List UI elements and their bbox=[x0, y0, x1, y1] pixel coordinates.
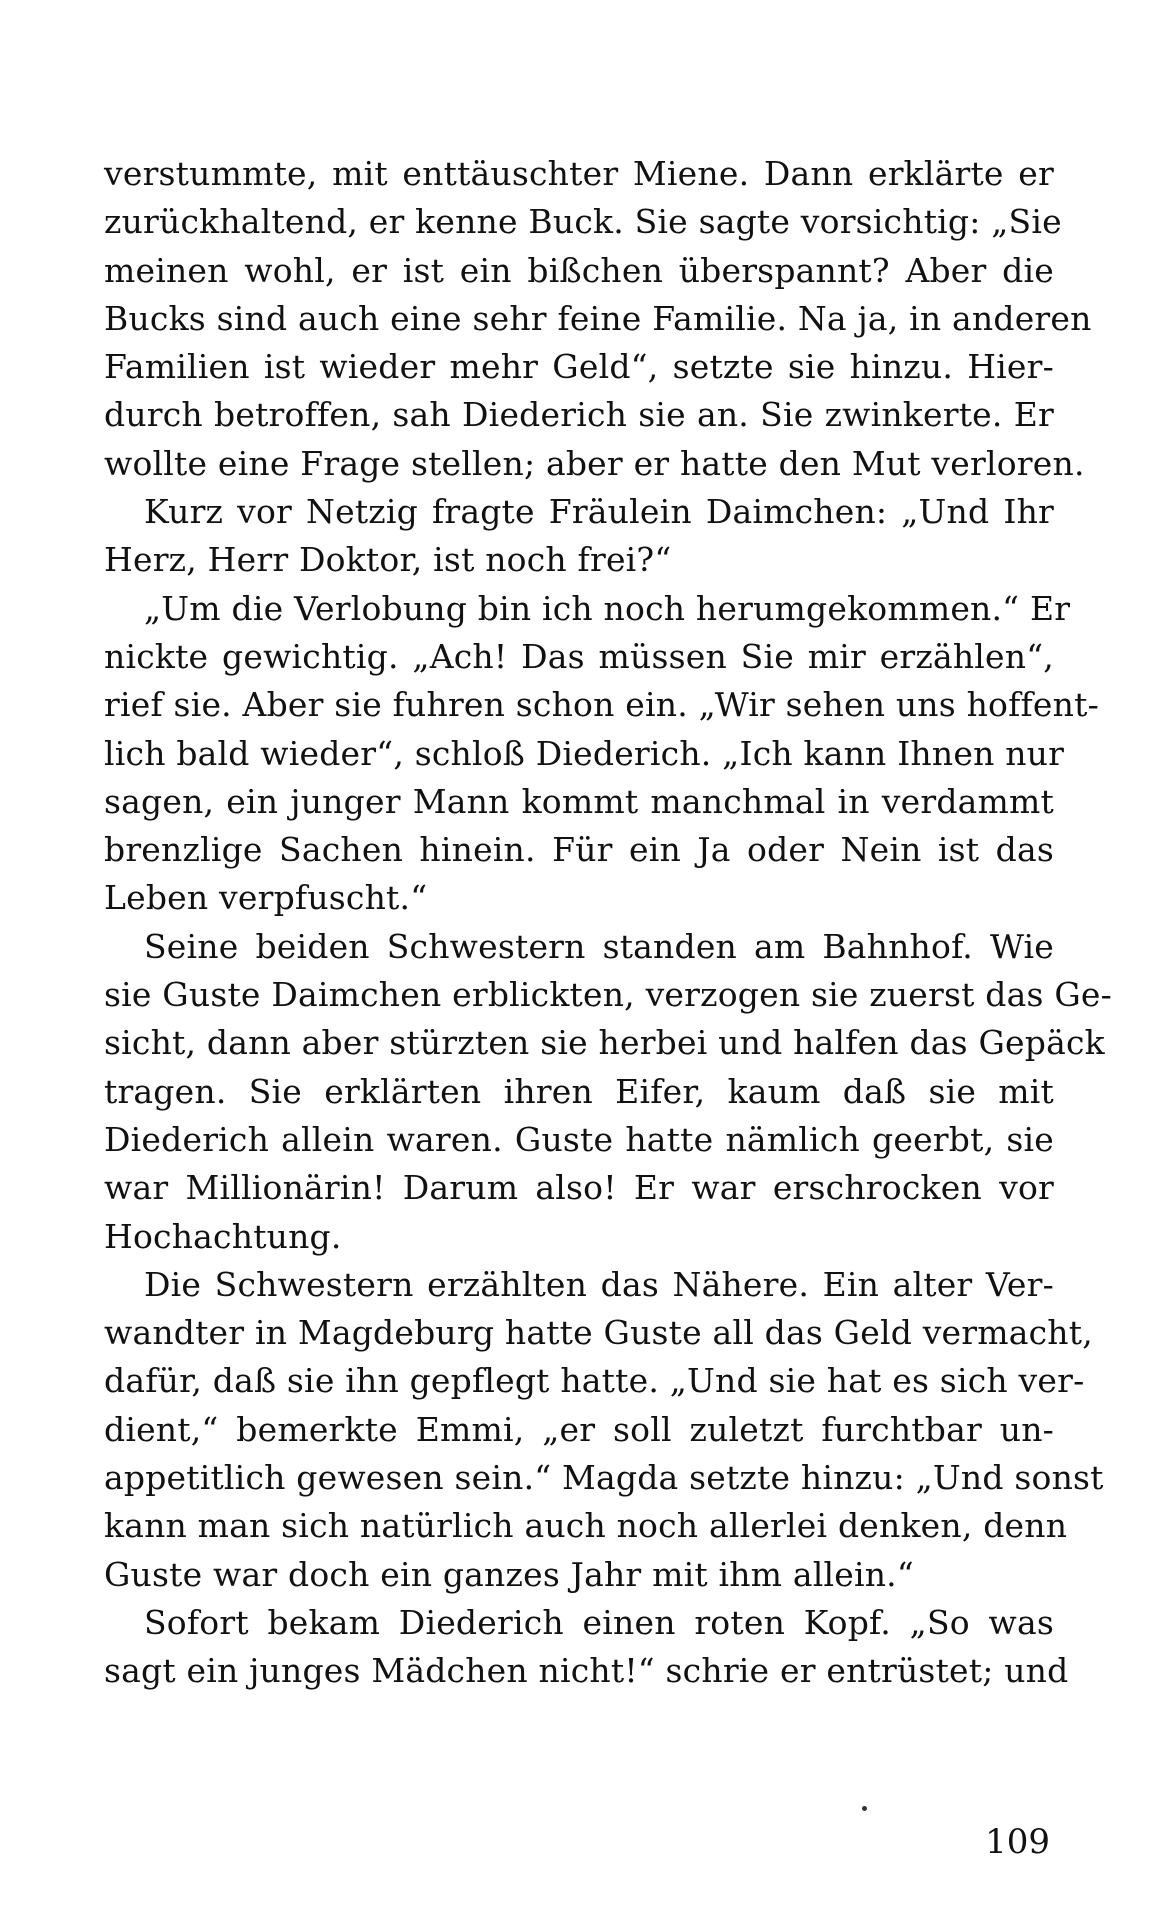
text-line: Guste war doch ein ganzes Jahr mit ihm allein.“ bbox=[104, 1554, 914, 1594]
text-line: „Um die Verlobung bin ich noch herumgekommen.“ Er bbox=[144, 588, 1071, 628]
text-line: nickte gewichtig. „Ach! Das müssen Sie mir erzählen“, bbox=[104, 636, 1054, 676]
print-speck bbox=[862, 1806, 867, 1811]
text-line: sie Guste Daimchen erblickten, verzogen sie zuerst das Ge- bbox=[104, 975, 1112, 1015]
text-line: Sofort bekam Diederich einen roten Kopf. „So was bbox=[144, 1602, 1054, 1642]
text-line: sicht, dann aber stürzten sie herbei und halfen das Gepäck bbox=[104, 1023, 1105, 1063]
text-line: tragen. Sie erklärten ihren Eifer, kaum daß sie mit bbox=[104, 1071, 1054, 1111]
body-text bbox=[104, 150, 1112, 1696]
text-line: kann man sich natürlich auch noch allerlei denken, denn bbox=[104, 1506, 1068, 1546]
text-line: lich bald wieder“, schloß Diederich. „Ich kann Ihnen nur bbox=[104, 733, 1065, 773]
text-line: appetitlich gewesen sein.“ Magda setzte hinzu: „Und sonst bbox=[104, 1458, 1104, 1498]
text-line: Familien ist wieder mehr Geld“, setzte sie hinzu. Hier- bbox=[104, 347, 1054, 387]
text-line: war Millionärin! Darum also! Er war erschrocken vor bbox=[104, 1168, 1054, 1208]
text-line: meinen wohl, er ist ein bißchen überspannt? Aber die bbox=[104, 250, 1054, 290]
text-line: Herz, Herr Doktor, ist noch frei?“ bbox=[104, 540, 672, 580]
text-line: wandter in Magdeburg hatte Guste all das Geld vermacht, bbox=[104, 1313, 1093, 1353]
text-line: sagt ein junges Mädchen nicht!“ schrie er entrüstet; und bbox=[104, 1651, 1069, 1691]
text-line: rief sie. Aber sie fuhren schon ein. „Wir sehen uns hoffent- bbox=[104, 685, 1099, 725]
page-number: 109 bbox=[985, 1822, 1050, 1862]
text-line: sagen, ein junger Mann kommt manchmal in verdammt bbox=[104, 781, 1054, 821]
text-line: zurückhaltend, er kenne Buck. Sie sagte vorsichtig: „Sie bbox=[104, 202, 1062, 242]
text-line: durch betroffen, sah Diederich sie an. Sie zwinkerte. Er bbox=[104, 395, 1054, 435]
text-line: Hochachtung. bbox=[104, 1216, 342, 1256]
text-line: wollte eine Frage stellen; aber er hatte den Mut verloren. bbox=[104, 443, 1085, 483]
text-line: dafür, daß sie ihn gepflegt hatte. „Und sie hat es sich ver- bbox=[104, 1361, 1085, 1401]
text-line: brenzlige Sachen hinein. Für ein Ja oder Nein ist das bbox=[104, 830, 1054, 870]
text-line: Bucks sind auch eine sehr feine Familie. Na ja, in anderen bbox=[104, 298, 1092, 338]
text-line: Die Schwestern erzählten das Nähere. Ein alter Ver- bbox=[144, 1264, 1054, 1304]
text-line: Leben verpfuscht.“ bbox=[104, 878, 428, 918]
text-line: Kurz vor Netzig fragte Fräulein Daimchen: „Und Ihr bbox=[144, 492, 1054, 532]
text-line: Seine beiden Schwestern standen am Bahnhof. Wie bbox=[144, 926, 1054, 966]
text-line: verstummte, mit enttäuschter Miene. Dann erklärte er bbox=[104, 154, 1054, 193]
text-line: Diederich allein waren. Guste hatte nämlich geerbt, sie bbox=[104, 1119, 1054, 1159]
text-line: dient,“ bemerkte Emmi, „er soll zuletzt furchtbar un- bbox=[104, 1409, 1054, 1449]
